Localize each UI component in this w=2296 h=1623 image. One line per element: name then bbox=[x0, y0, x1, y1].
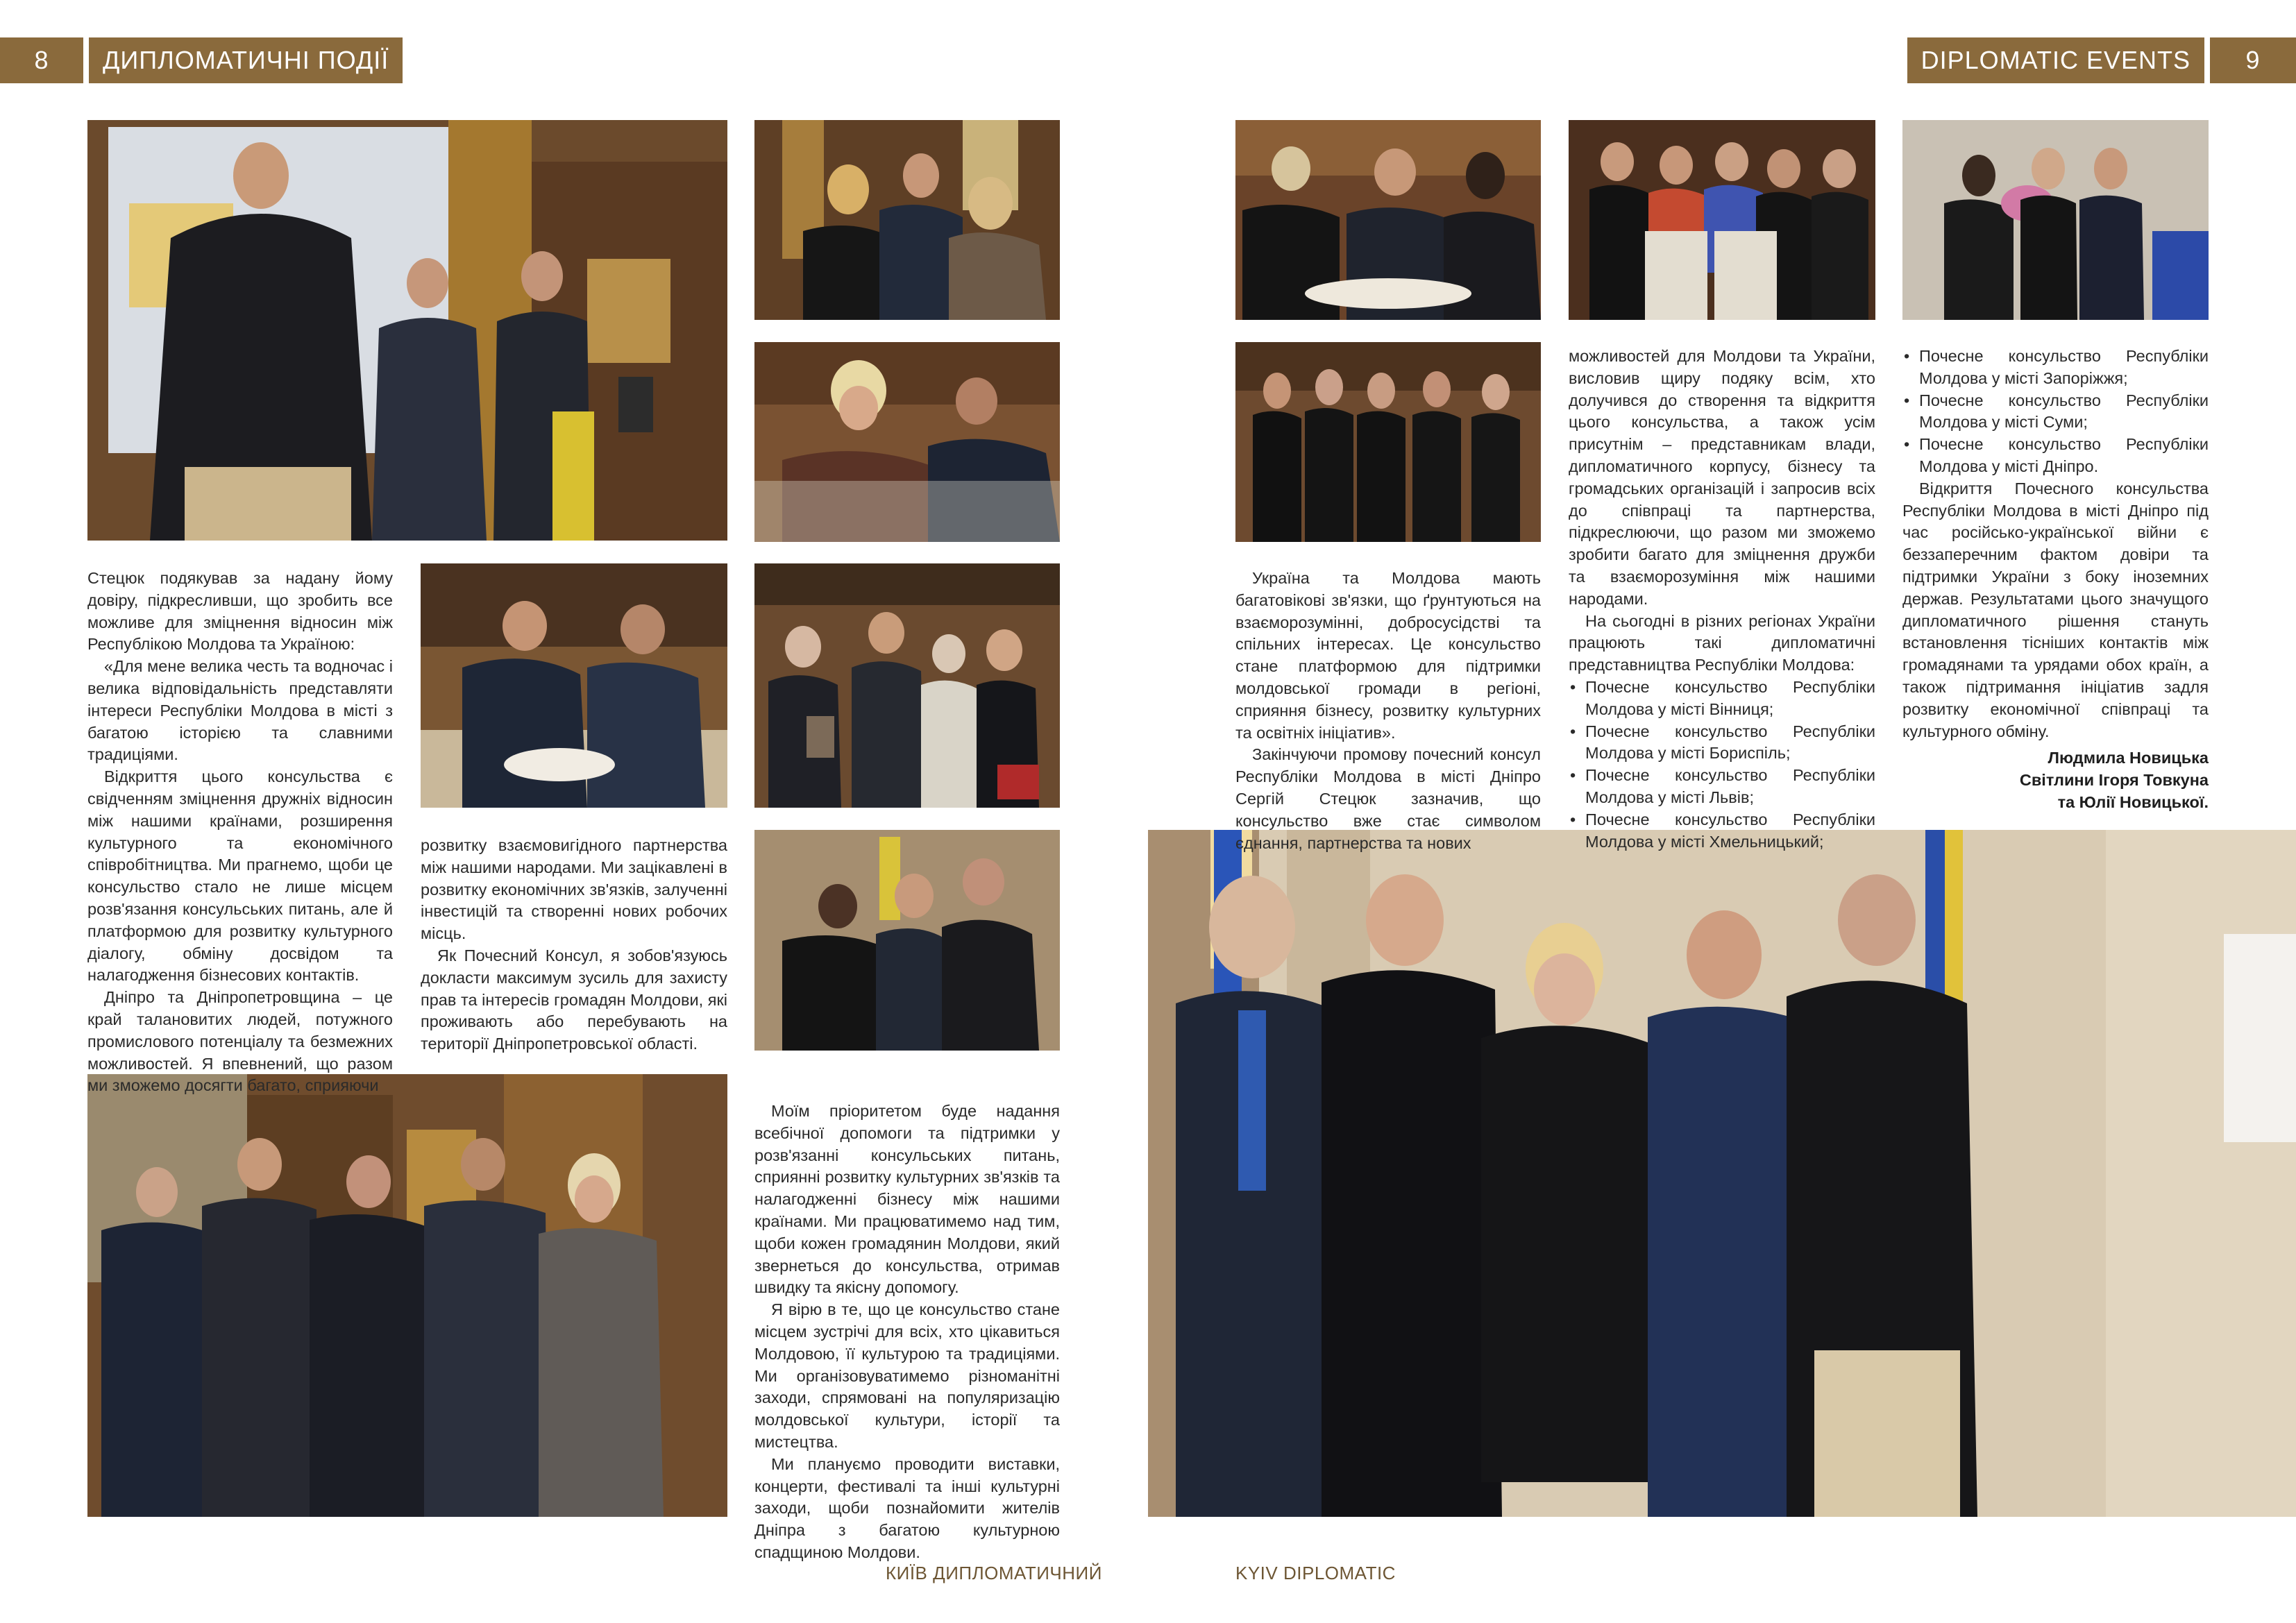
paragraph: Україна та Молдова мають багатовікові зв'язки, що ґрунтуються на взаєморозумінні, добросусідстві та спільних інтересах. Це консульство стане платформою для підтримки молдовської громади в регіоні, сприяння бізнесу, розвитку культурних та освітніх ініціатив». bbox=[1235, 569, 1541, 742]
paragraph: «Для мене велика честь та водночас і велика відповідальність представляти інтереси Республіки Молдова в місті з багатою історією та славними традиціями. bbox=[87, 657, 393, 764]
photo-guests-1 bbox=[754, 120, 1060, 320]
consulate-list bbox=[1569, 677, 1875, 853]
footer-left: КИЇВ ДИПЛОМАТИЧНИЙ bbox=[886, 1563, 1102, 1583]
paragraph: Стецюк подякував за надану йому довіру, підкресливши, що зробить все можливе для зміцнення відносин між Республікою Молдова та Україною: bbox=[87, 569, 393, 654]
article-column-3 bbox=[754, 1101, 1060, 1564]
list-item: • Почесне консульство Республіки Молдова у місті Запоріжжя; bbox=[1902, 346, 2209, 390]
photo-flowers bbox=[1902, 120, 2209, 320]
section-title-left: ДИПЛОМАТИЧНІ ПОДІЇ bbox=[89, 37, 403, 83]
list-item: • Почесне консульство Республіки Молдова у місті Вінниця; bbox=[1569, 677, 1875, 721]
signature-line: та Юлії Новицької. bbox=[2057, 793, 2209, 811]
section-title-right: DIPLOMATIC EVENTS bbox=[1907, 37, 2204, 83]
signature-line: Світлини Ігоря Товкуна bbox=[2019, 771, 2209, 789]
list-item: • Почесне консульство Республіки Молдова у місті Львів; bbox=[1569, 765, 1875, 809]
list-item: • Почесне консульство Республіки Молдова у місті Бориспіль; bbox=[1569, 721, 1875, 765]
paragraph: Відкриття Почесного консульства Республіки Молдова в місті Дніпро під час російсько-української війни є беззаперечним фактом довіри та підтримки України з боку іноземних держав. Результатами цього значущого дипломатичного рішення стануть встановлення тісніших контактів між громадянами та урядами обох країн, а також підтримання ініціатив задля розвитку економічної співпраці та культурного обміну. bbox=[1902, 479, 2209, 740]
photo-toast bbox=[754, 342, 1060, 542]
photo-conversation bbox=[421, 563, 727, 808]
footer-right: KYIV DIPLOMATIC bbox=[1235, 1563, 1396, 1583]
paragraph: можливостей для Молдови та України, висловив щиру подяку всім, хто долучився до створення та відкриття цього консульства, а також усім присутнім – представникам влади, дипломатичного корпусу, бізнесу та громадських організацій і запросив всіх до співпраці та партнерства, підкреслюючи, що разом ми зможемо зробити багато для зміцнення дружби та взаєморозуміння між нашими народами. bbox=[1569, 347, 1875, 608]
paragraph: Я вірю в те, що це консульство стане місцем зустрічі для всіх, хто цікавиться Молдовою, її культурою та традиціями. Ми організовуватимемо різноманітні заходи, спрямовані на популяризацію молдовської культури, історії та мистецтва. bbox=[754, 1300, 1060, 1451]
photo-group-four bbox=[754, 563, 1060, 808]
photo-speaker bbox=[87, 120, 727, 541]
paragraph: розвитку взаємовигідного партнерства між нашими народами. Ми зацікавлені в розвитку економічних зв'язків, залученні інвестицій та створенні нових робочих місць. bbox=[421, 836, 727, 943]
photo-toast-2 bbox=[754, 830, 1060, 1051]
header-right bbox=[1907, 37, 2296, 83]
header-separator bbox=[83, 37, 89, 83]
photo-table-talk bbox=[1235, 120, 1541, 320]
list-item: • Почесне консульство Республіки Молдова у місті Хмельницький; bbox=[1569, 809, 1875, 853]
page-number-left: 8 bbox=[0, 37, 83, 83]
paragraph: Ми плануємо проводити виставки, концерти, фестивалі та інші культурні заходи, щоби познайомити жителів Дніпра з багатою культурною спадщиною Молдови. bbox=[754, 1454, 1060, 1561]
photo-women-table bbox=[1569, 120, 1875, 320]
signature-line: Людмила Новицька bbox=[2048, 749, 2209, 767]
paragraph: Закінчуючи промову почесний консул Республіки Молдова в місті Дніпро Сергій Стецюк зазначив, що консульство вже стає символом єднання, партнерства та нових bbox=[1235, 745, 1541, 852]
photo-women-group bbox=[1235, 342, 1541, 542]
photo-main-group bbox=[1148, 830, 2296, 1517]
article-column-1 bbox=[87, 568, 393, 1097]
header-left bbox=[0, 37, 403, 83]
page-number-right: 9 bbox=[2210, 37, 2296, 83]
list-item: • Почесне консульство Республіки Молдова у місті Суми; bbox=[1902, 390, 2209, 434]
article-column-6 bbox=[1902, 346, 2209, 742]
article-column-5 bbox=[1569, 346, 1875, 853]
article-column-4 bbox=[1235, 568, 1541, 854]
header-separator bbox=[2204, 37, 2210, 83]
list-item: • Почесне консульство Республіки Молдова у місті Дніпро. bbox=[1902, 434, 2209, 478]
consulate-list bbox=[1902, 346, 2209, 478]
photo-group-men bbox=[87, 1074, 727, 1517]
paragraph: На сьогодні в різних регіонах України працюють такі дипломатичні представництва Республіки Молдова: bbox=[1569, 611, 1875, 674]
paragraph: Відкриття цього консульства є свідченням зміцнення дружніх відносин між нашими країнами, розширення культурного та економічного співробітництва. Ми прагнемо, щоби це консульство стало не лише місцем розв'язання консульських питань, але й платформою для розвитку культурного діалогу, обміну досвідом та налагодження бізнесових контактів. bbox=[87, 767, 393, 985]
author-signature bbox=[1902, 747, 2209, 813]
paragraph: Моїм пріоритетом буде надання всебічної допомоги та підтримки у розв'язанні консульських питань, сприянні розвитку культурних зв'язків та налагодженні бізнесу між нашими країнами. Ми працюватимемо над тим, щоби кожен громадянин Молдови, який звернеться до консульства, отримав швидку та якісну допомогу. bbox=[754, 1102, 1060, 1297]
article-column-2 bbox=[421, 835, 727, 1055]
paragraph: Як Почесний Консул, я зобов'язуюсь докласти максимум зусиль для захисту прав та інтересів громадян Молдови, які проживають або перебувають на території Дніпропетровської області. bbox=[421, 946, 727, 1053]
paragraph: Дніпро та Дніпропетровщина – це край талановитих людей, потужного промислового потенціалу та безмежних можливостей. Я впевнений, що разом ми зможемо досягти багато, сприяючи bbox=[87, 988, 393, 1095]
